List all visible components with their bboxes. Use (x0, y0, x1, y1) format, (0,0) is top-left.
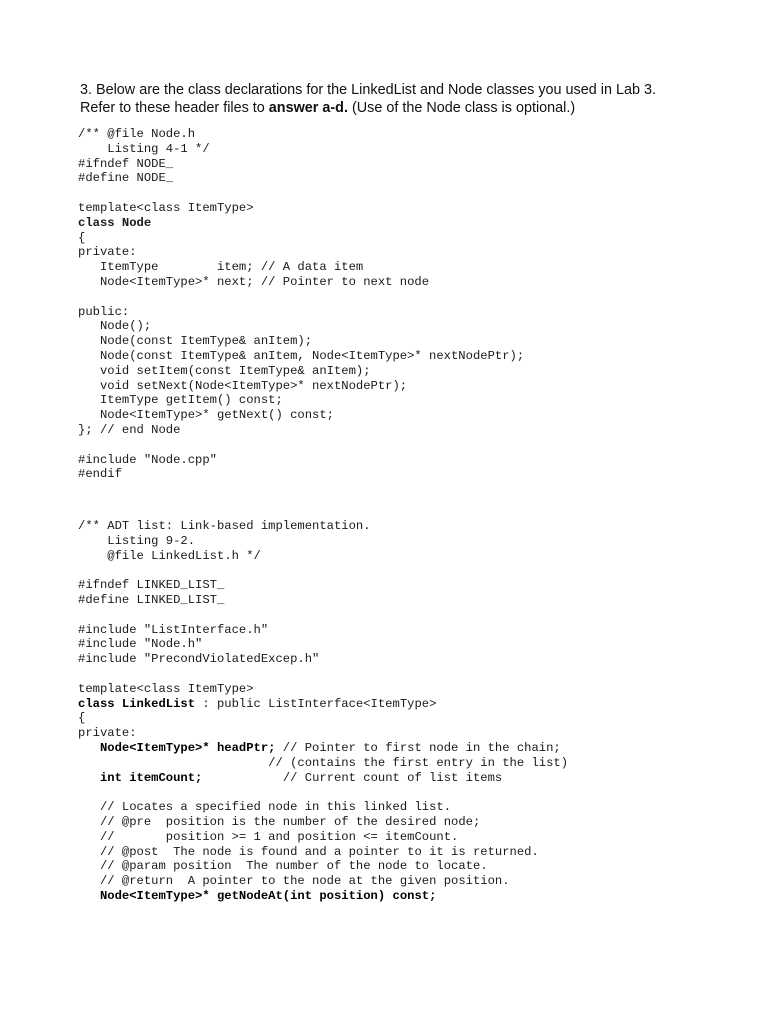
node-header-listing (78, 127, 524, 482)
node-code-line (78, 186, 524, 201)
node-code-line: public: (78, 304, 130, 319)
ll-headptr-comment-2: // (contains the first entry in the list) (268, 755, 569, 770)
ll-headptr-line (78, 741, 568, 756)
node-code-line: class Node (78, 215, 152, 230)
ll-getnodeat-decl: Node<ItemType>* getNodeAt(int position) const; (99, 888, 437, 903)
ll-comment-line: /** ADT list: Link-based implementation. (78, 519, 371, 533)
node-code-line: { (78, 230, 86, 245)
ll-class-keyword: class (78, 696, 122, 711)
node-code-line: Node<ItemType>* getNext() const; (78, 408, 334, 423)
node-code-line: #define NODE_ (78, 171, 174, 186)
node-code-line: Node(const ItemType& anItem, Node<ItemType>* nextNodePtr); (78, 348, 525, 363)
node-code-line: template<class ItemType> (78, 200, 254, 215)
ll-itemcount-comment: // Current count of list items (282, 770, 503, 785)
node-code-line: #include "Node.cpp" (78, 452, 217, 467)
node-code-line: void setNext(Node<ItemType>* nextNodePtr); (78, 378, 408, 393)
ll-headptr-decl: Node<ItemType>* headPtr; (99, 740, 276, 755)
question-line-2 (80, 99, 720, 117)
node-code-line (78, 290, 524, 305)
node-code-line: Node(const ItemType& anItem); (78, 334, 313, 349)
ll-include-line: #include "Node.h" (78, 637, 203, 652)
ll-doc-comment-line: // @pre position is the number of the desired node; (99, 814, 481, 829)
ll-doc-comment-line: // @post The node is found and a pointer to it is returned. (99, 844, 539, 859)
node-code-line: void setItem(const ItemType& anItem); (78, 363, 371, 378)
node-code-line: }; // end Node (78, 422, 181, 437)
ll-itemcount-line (78, 771, 568, 786)
question-line-1: 3. Below are the class declarations for the LinkedList and Node classes you used in Lab 3. (80, 82, 656, 98)
ll-private-label: private: (78, 726, 137, 741)
node-code-line: #ifndef NODE_ (78, 156, 174, 171)
ll-getnodeat-line (78, 889, 568, 904)
node-code-line: #endif (78, 467, 122, 482)
linkedlist-header-listing (78, 519, 568, 904)
node-code-line: Node(); (78, 319, 152, 334)
node-code-line: ItemType item; // A data item (78, 260, 364, 275)
ll-doc-comment-line: // @param position The number of the node to locate. (99, 859, 488, 874)
node-code-line: /** @file Node.h (78, 127, 196, 141)
ll-comment-line: Listing 9-2. (78, 533, 196, 548)
ll-comment-line: @file LinkedList.h */ (78, 548, 261, 563)
ll-headptr-comment-cont (78, 756, 568, 771)
node-code-line: Node<ItemType>* next; // Pointer to next node (78, 274, 430, 289)
ll-doc-comment-line: // Locates a specified node in this linked list. (99, 800, 452, 815)
question-text (80, 81, 720, 117)
ll-class-base: : public ListInterface<ItemType> (195, 696, 437, 711)
node-code-line: Listing 4-1 */ (78, 141, 210, 156)
ll-class-line (78, 697, 568, 712)
ll-include-line: #include "ListInterface.h" (78, 622, 269, 637)
ll-include-line: #include "PrecondViolatedExcep.h" (78, 652, 320, 667)
ll-guard-define: #define LINKED_LIST_ (78, 592, 225, 607)
question-line-2-bold: answer a-d. (268, 100, 348, 116)
node-code-line: private: (78, 245, 137, 260)
ll-itemcount-decl: int itemCount; (99, 770, 203, 785)
node-code-line (78, 438, 524, 453)
node-code-line: ItemType getItem() const; (78, 393, 283, 408)
ll-doc-comment-line: // position >= 1 and position <= itemCount. (99, 829, 459, 844)
ll-template-line: template<class ItemType> (78, 681, 254, 696)
question-line-2-pre: Refer to these header files to (80, 100, 269, 116)
ll-headptr-comment: // Pointer to first node in the chain; (275, 740, 561, 755)
ll-doc-comment-line: // @return A pointer to the node at the given position. (99, 874, 510, 889)
ll-guard-ifndef: #ifndef LINKED_LIST_ (78, 578, 225, 593)
ll-open-brace: { (78, 711, 86, 726)
ll-class-name: LinkedList (121, 696, 196, 711)
question-line-2-post: (Use of the Node class is optional.) (347, 100, 576, 116)
